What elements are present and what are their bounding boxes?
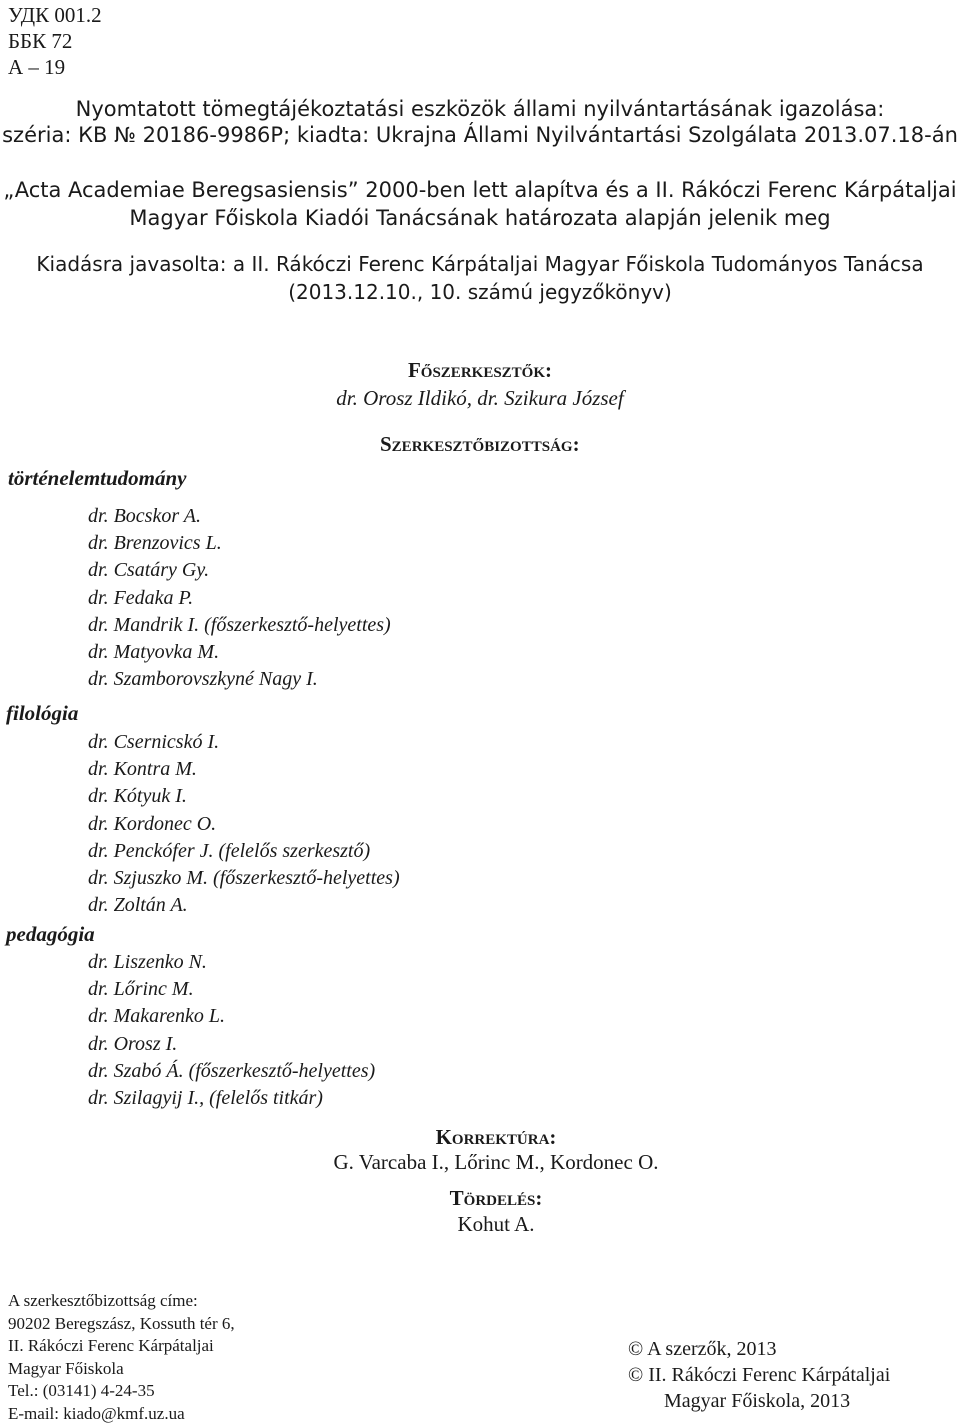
address-line: 90202 Beregszász, Kossuth tér 6, xyxy=(8,1313,235,1336)
copyright-line: © A szerzők, 2013 xyxy=(628,1336,890,1362)
list-item: dr. Szabó Á. (főszerkesztő-helyettes) xyxy=(88,1058,375,1085)
editors-heading: Főszerkesztők: xyxy=(0,358,960,383)
section-title-history: történelemtudomány xyxy=(8,466,187,491)
list-item: dr. Kordonec O. xyxy=(88,811,400,838)
registration-line-1: Nyomtatott tömegtájékoztatási eszközök állami nyilvántartásának igazolása: xyxy=(0,96,960,122)
author-mark: А – 19 xyxy=(8,54,102,80)
list-item: dr. Fedaka P. xyxy=(88,585,391,612)
layout-heading: Tördelés: xyxy=(0,1186,960,1211)
acta-line-1: „Acta Academiae Beregsasiensis” 2000-ben lett alapítva és a II. Rákóczi Ferenc Kárpátaljai xyxy=(0,176,960,204)
list-item: dr. Brenzovics L. xyxy=(88,530,391,557)
list-item: dr. Penckófer J. (felelős szerkesztő) xyxy=(88,838,400,865)
address-line: Magyar Főiskola xyxy=(8,1358,235,1381)
section-members-philology xyxy=(88,729,400,919)
registration-line-2: széria: КВ № 20186-9986Р; kiadta: Ukrajna Állami Nyilvántartási Szolgálata 2013.07.18-án xyxy=(0,122,960,148)
list-item: dr. Matyovka M. xyxy=(88,639,391,666)
section-members-pedagogy xyxy=(88,949,375,1112)
address-line: II. Rákóczi Ferenc Kárpátaljai xyxy=(8,1335,235,1358)
copyright-line: © II. Rákóczi Ferenc Kárpátaljai xyxy=(628,1362,890,1388)
editorial-board-heading: Szerkesztőbizottság: xyxy=(380,432,580,457)
list-item: dr. Csatáry Gy. xyxy=(88,557,391,584)
proofreading-heading: Korrektúra: xyxy=(0,1125,960,1150)
address-line: A szerkesztőbizottság címe: xyxy=(8,1290,235,1313)
acta-founding-note xyxy=(0,176,960,232)
acta-line-2: Magyar Főiskola Kiadói Tanácsának határozata alapján jelenik meg xyxy=(0,204,960,232)
list-item: dr. Kontra M. xyxy=(88,756,400,783)
list-item: dr. Szjuszko M. (főszerkesztő-helyettes) xyxy=(88,865,400,892)
classification-codes xyxy=(8,2,102,80)
layout-person: Kohut A. xyxy=(0,1212,960,1237)
recommendation-line-1: Kiadásra javasolta: a II. Rákóczi Ferenc Kárpátaljai Magyar Főiskola Tudományos Tanácsa xyxy=(0,250,960,278)
section-title-philology: filológia xyxy=(6,701,78,726)
copyright-line: Magyar Főiskola, 2013 xyxy=(628,1388,890,1414)
section-title-pedagogy: pedagógia xyxy=(6,922,95,947)
udk-code: УДК 001.2 xyxy=(8,2,102,28)
section-members-history xyxy=(88,503,391,693)
copyright-block xyxy=(628,1336,890,1414)
recommendation-line-2: (2013.12.10., 10. számú jegyzőkönyv) xyxy=(0,278,960,306)
list-item: dr. Orosz I. xyxy=(88,1031,375,1058)
bbk-code: ББК 72 xyxy=(8,28,102,54)
address-email: E-mail: kiado@kmf.uz.ua xyxy=(8,1403,235,1425)
registration-notice xyxy=(0,96,960,148)
list-item: dr. Csernicskó I. xyxy=(88,729,400,756)
editorial-address xyxy=(8,1290,235,1425)
list-item: dr. Szamborovszkyné Nagy I. xyxy=(88,666,391,693)
list-item: dr. Szilagyij I., (felelős titkár) xyxy=(88,1085,375,1112)
list-item: dr. Bocskor A. xyxy=(88,503,391,530)
proofreading-names: G. Varcaba I., Lőrinc M., Kordonec O. xyxy=(0,1150,960,1175)
list-item: dr. Liszenko N. xyxy=(88,949,375,976)
list-item: dr. Makarenko L. xyxy=(88,1003,375,1030)
list-item: dr. Zoltán A. xyxy=(88,892,400,919)
editors-names: dr. Orosz Ildikó, dr. Szikura József xyxy=(0,386,960,411)
list-item: dr. Mandrik I. (főszerkesztő-helyettes) xyxy=(88,612,391,639)
address-line: Tel.: (03141) 4-24-35 xyxy=(8,1380,235,1403)
publication-recommendation xyxy=(0,250,960,306)
list-item: dr. Lőrinc M. xyxy=(88,976,375,1003)
list-item: dr. Kótyuk I. xyxy=(88,783,400,810)
